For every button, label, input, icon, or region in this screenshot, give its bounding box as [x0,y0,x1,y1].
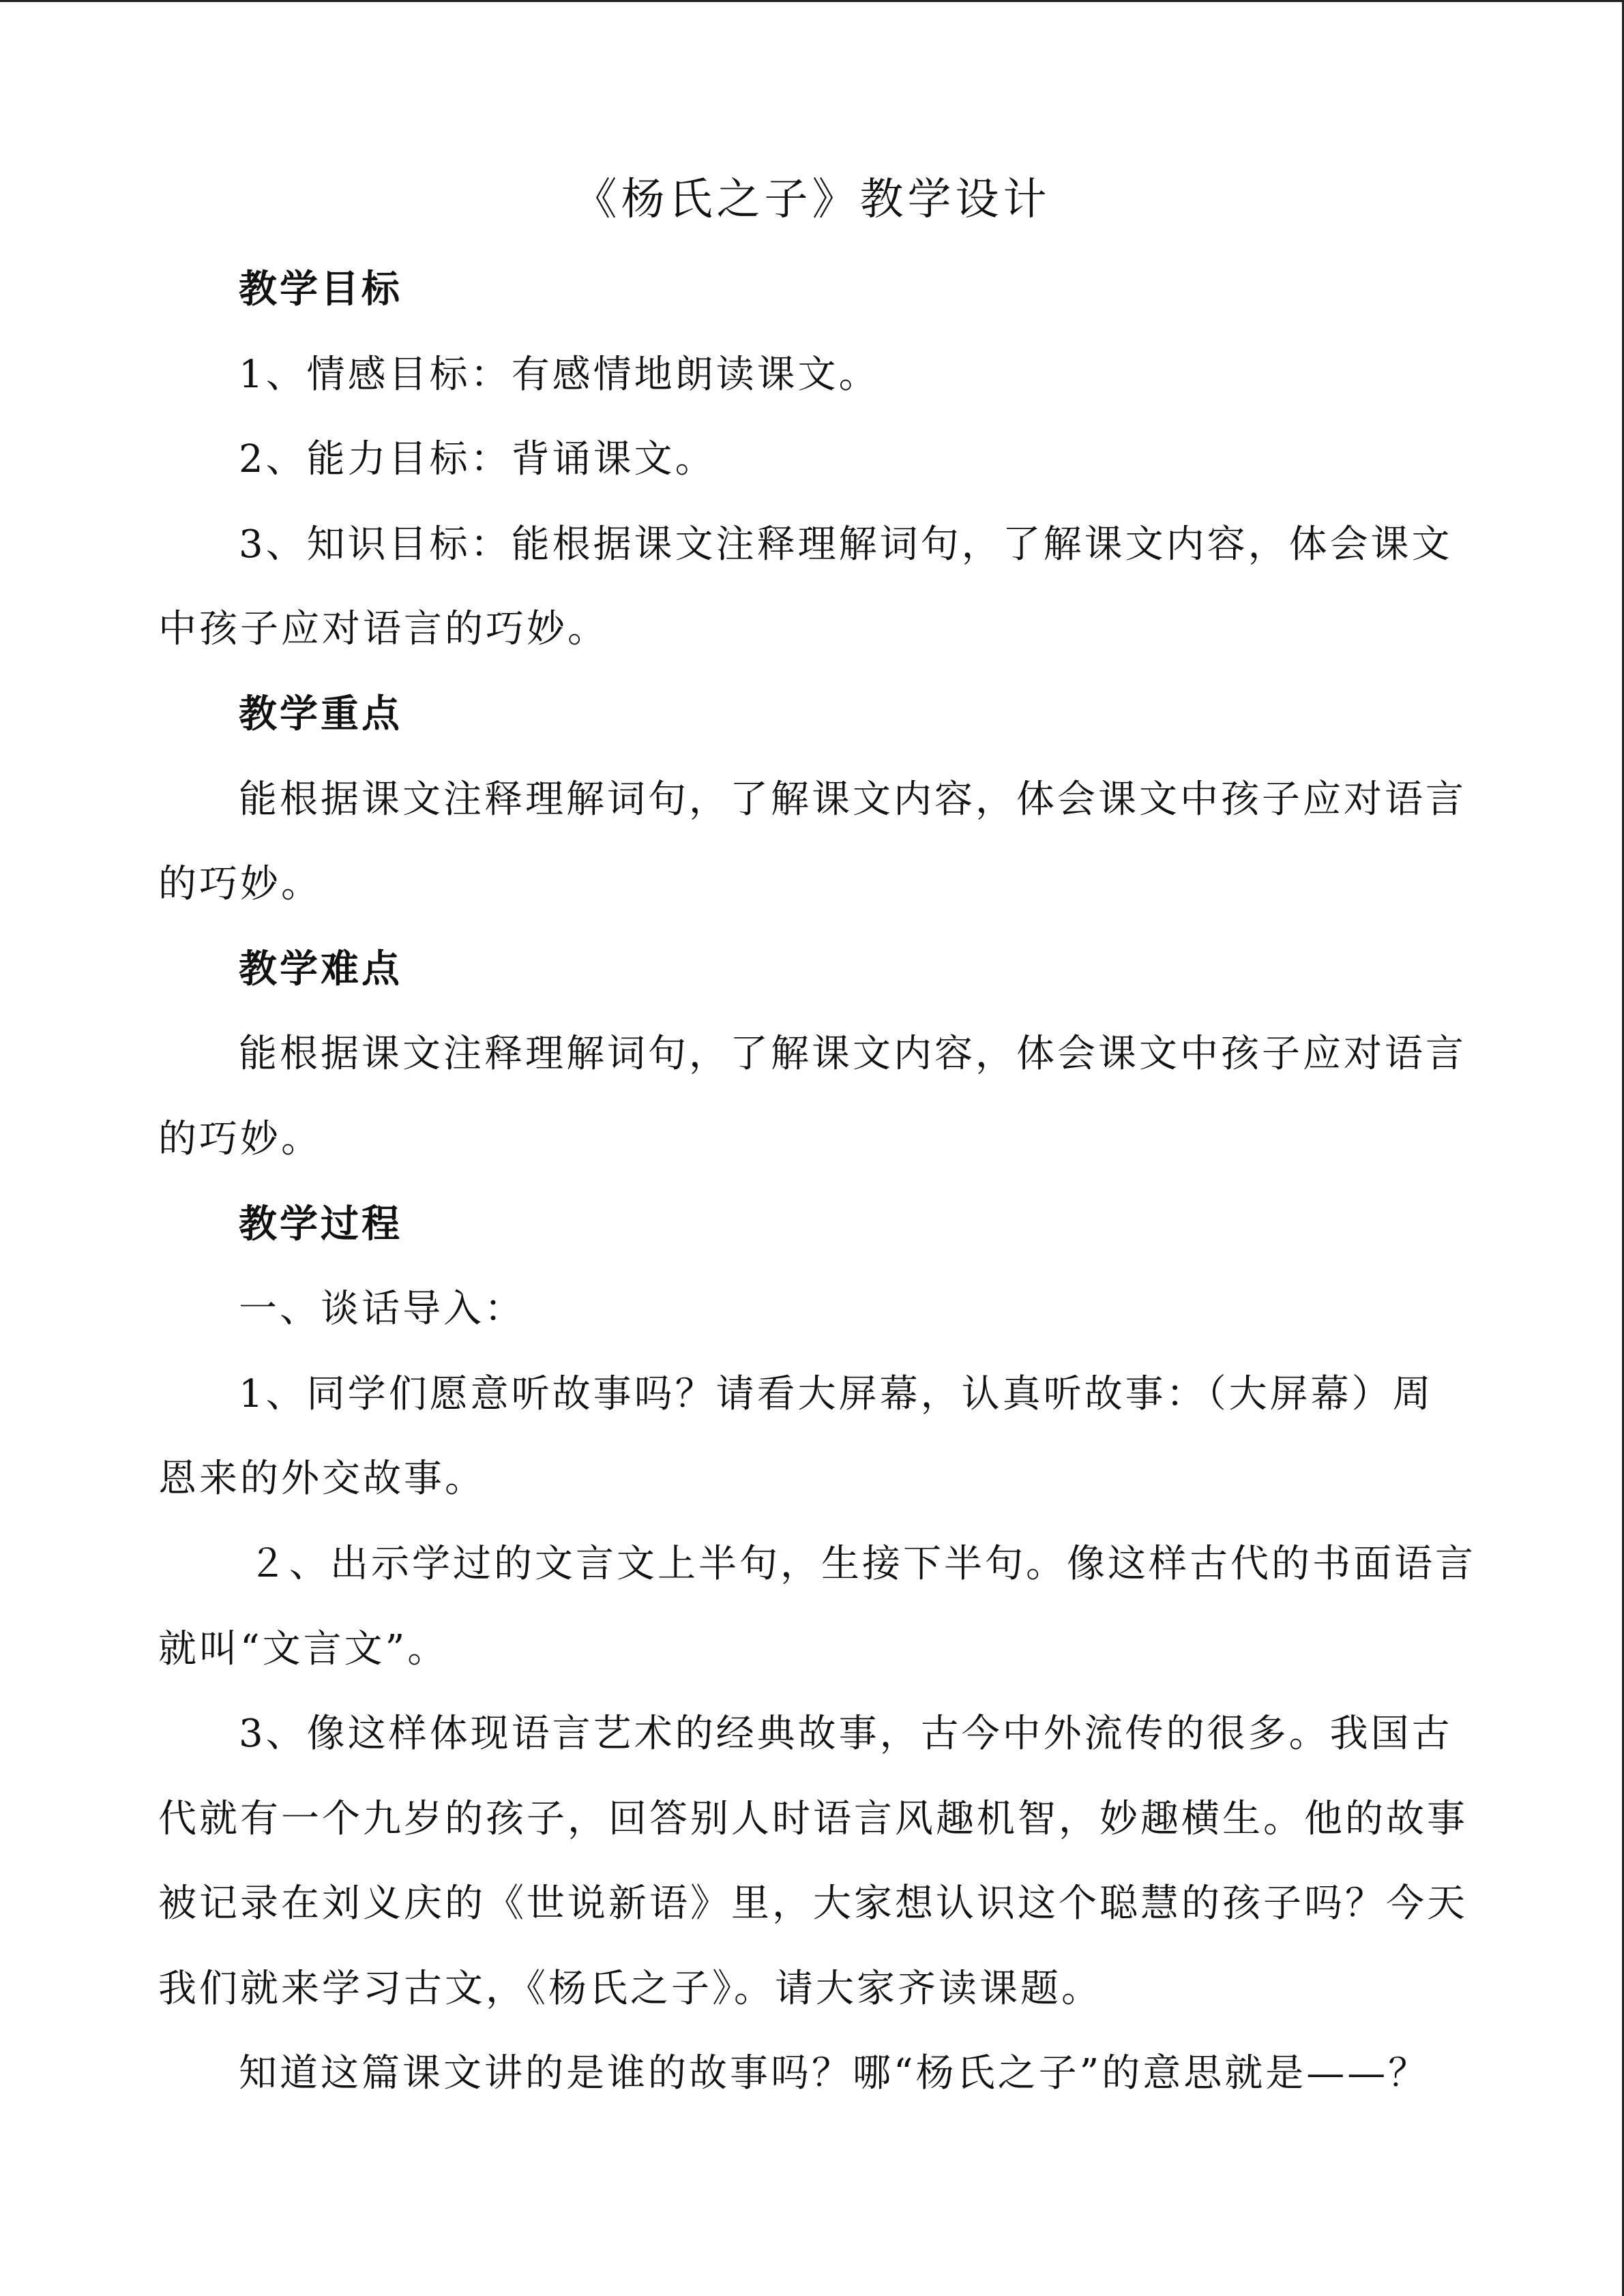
paragraph-line: 就叫“文言文”。 [158,1626,449,1671]
paragraph-line: 能根据课文注释理解词句，了解课文内容，体会课文中孩子应对语言 [239,777,1466,822]
paragraph-line: 3、像这样体现语言艺术的经典故事，古今中外流传的很多。我国古 [239,1712,1453,1757]
paragraph-line: ２、出示学过的文言文上半句，生接下半句。像这样古代的书面语言 [248,1541,1476,1586]
paragraph-line: 能根据课文注释理解词句，了解课文内容，体会课文中孩子应对语言 [239,1032,1466,1077]
paragraph-line: 中孩子应对语言的巧妙。 [158,607,608,652]
paragraph-line: 恩来的外交故事。 [158,1457,486,1502]
heading-teaching-goals: 教学目标 [239,267,402,312]
paragraph-line: 1、同学们愿意听故事吗？请看大屏幕，认真听故事：（大屏幕）周 [239,1371,1434,1416]
heading-teaching-focus: 教学重点 [239,691,402,736]
heading-teaching-difficulty: 教学难点 [239,946,402,992]
document-title: 《杨氏之子》教学设计 [573,175,1051,225]
document-body [158,248,1476,2117]
paragraph-line: 的巧妙。 [158,1116,322,1161]
paragraph-line: 知道这篇课文讲的是谁的故事吗？哪“杨氏之子”的意思就是——？ [239,2051,1430,2096]
paragraph-line: 我们就来学习古文，《杨氏之子》。请大家齐读课题。 [158,1966,1102,2011]
paragraph-line: 3、知识目标：能根据课文注释理解词句，了解课文内容，体会课文 [239,522,1453,567]
paragraph-line: 代就有一个九岁的孩子，回答别人时语言风趣机智，妙趣横生。他的故事 [158,1796,1468,1841]
paragraph-line: 一、谈话导入： [239,1287,525,1332]
paragraph-line: 被记录在刘义庆的《世说新语》里，大家想认识这个聪慧的孩子吗？今天 [158,1881,1468,1926]
paragraph-line: 2、能力目标：背诵课文。 [239,437,716,482]
paragraph-line: 的巧妙。 [158,862,322,907]
paragraph-line: 1、情感目标：有感情地朗读课文。 [239,352,880,397]
heading-teaching-process: 教学过程 [239,1202,402,1247]
